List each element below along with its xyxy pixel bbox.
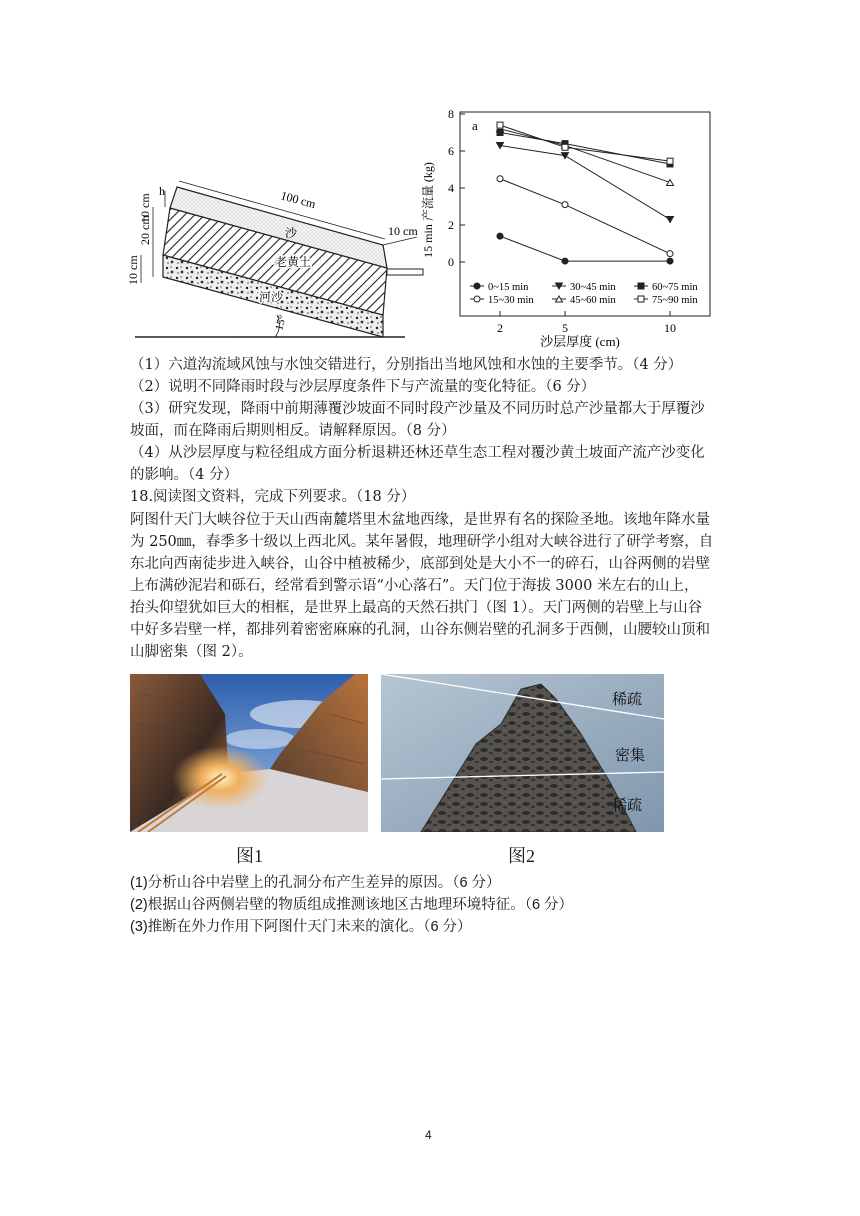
y-tick-label: 0	[448, 255, 454, 269]
data-point	[667, 216, 674, 222]
page-number: 4	[425, 1128, 432, 1142]
fig2-label-dense: 密集	[615, 748, 646, 764]
chart-panel-label: a	[472, 118, 478, 133]
legend-marker	[474, 296, 480, 302]
legend-label: 60~75 min	[652, 282, 698, 293]
x-tick-label: 2	[497, 321, 503, 335]
data-point	[667, 179, 674, 185]
legend-marker	[638, 296, 644, 302]
series-line	[500, 236, 670, 261]
data-point	[562, 258, 568, 264]
label-h: h	[159, 184, 165, 198]
legend-item	[552, 295, 616, 306]
legend-item	[552, 282, 616, 293]
series-line	[500, 125, 670, 161]
q17-sub4-line2: 的影响。（4 分）	[130, 467, 239, 483]
data-point	[667, 251, 673, 257]
fig2-label-sparse-top: 稀疏	[612, 692, 643, 708]
label-left-10b: 10 cm	[126, 255, 140, 285]
fig2-label-sparse-bottom: 稀疏	[612, 798, 643, 814]
y-tick-label: 2	[448, 218, 454, 232]
label-angle: 15°	[273, 313, 289, 332]
legend-label: 15~30 min	[488, 295, 534, 306]
legend-item	[634, 282, 698, 293]
chart-series-3	[497, 126, 674, 186]
y-tick-label: 8	[448, 107, 454, 121]
label-left-10: 10 cm	[138, 193, 152, 223]
legend-item	[470, 295, 534, 306]
passage-line: 抬头仰望犹如巨大的相框，是世界上最高的天然石拱门（图 1）。天门两侧的岩壁上与山谷	[130, 600, 703, 616]
legend-label: 0~15 min	[488, 282, 529, 293]
y-tick-label: 6	[448, 144, 454, 158]
q18-passage	[130, 509, 730, 663]
label-river-sand: 河沙	[259, 290, 284, 304]
q17-sub3-line1: （3）研究发现，降雨中前期薄覆沙坡面不同时段产沙量及不同历时总产沙量都大于厚覆沙	[130, 401, 705, 417]
chart-y-label: 15 min 产流量 (kg)	[421, 162, 435, 258]
q18-sub2: (2)根据山谷两侧岩壁的物质组成推测该地区古地理环境特征。（6 分）	[130, 897, 574, 913]
data-point	[497, 176, 503, 182]
data-point	[497, 122, 503, 128]
series-line	[500, 179, 670, 254]
series-line	[500, 145, 670, 219]
q18-sub1: (1)分析山谷中岩壁上的孔洞分布产生差异的原因。（6 分）	[130, 875, 501, 891]
passage-line: 阿图什天门大峡谷位于天山西南麓塔里木盆地西缘，是世界有名的探险圣地。该地年降水量	[130, 512, 710, 528]
legend-item	[470, 282, 529, 293]
label-loess: 老黄土	[275, 255, 312, 269]
chart-series-5	[497, 122, 673, 164]
legend-label: 75~90 min	[652, 295, 698, 306]
q17-sub4-line1: （4）从沙层厚度与粒径组成方面分析退耕还林还草生态工程对覆沙黄土坡面产流产沙变化	[130, 445, 705, 461]
figure-2-photo	[381, 674, 664, 832]
passage-line: 山脚密集（图 2）。	[130, 644, 253, 660]
legend-marker	[474, 283, 480, 289]
legend-label: 30~45 min	[570, 282, 616, 293]
figure-1-caption: 图1	[236, 846, 263, 866]
runoff-line-chart	[420, 100, 720, 350]
q17-sub2: （2）说明不同降雨时段与沙层厚度条件下与产流量的变化特征。（6 分）	[130, 379, 596, 395]
y-tick-label: 4	[448, 181, 454, 195]
label-right-length: 10 cm	[388, 224, 418, 238]
label-sand: 沙	[285, 226, 298, 240]
passage-line: 东北向西南徒步进入峡谷，山谷中植被稀少，底部到处是大小不一的碎石，山谷两侧的岩壁	[130, 556, 710, 572]
passage-line: 上布满砂泥岩和砾石，经常看到警示语“小心落石”。天门位于海拔 3000 米左右的山上，	[130, 578, 699, 594]
label-left-20: 20 cm	[138, 215, 152, 245]
chart-series-2	[497, 142, 674, 222]
figure-1-photo	[130, 674, 368, 832]
label-top-length: 100 cm	[279, 188, 318, 212]
data-point	[562, 144, 568, 150]
legend-label: 45~60 min	[570, 295, 616, 306]
legend-item	[634, 295, 698, 306]
chart-series-0	[497, 233, 673, 264]
q17-sub3-line2: 坡面，而在降雨后期则相反。请解释原因。（8 分）	[130, 423, 456, 439]
x-tick-label: 5	[562, 321, 568, 335]
chart-series-1	[497, 176, 673, 257]
passage-line: 中好多岩壁一样，都排列着密密麻麻的孔洞，山谷东侧岩壁的孔洞多于西侧，山腰较山顶和	[130, 622, 710, 638]
figure-2-caption: 图2	[508, 846, 535, 866]
q18-sub3: (3)推断在外力作用下阿图什天门未来的演化。（6 分）	[130, 919, 472, 935]
data-point	[562, 202, 568, 208]
q17-sub1: （1）六道沟流域风蚀与水蚀交错进行，分别指出当地风蚀和水蚀的主要季节。（4 分）	[130, 357, 683, 373]
outlet-pipe	[387, 269, 423, 275]
data-point	[497, 130, 503, 136]
data-point	[667, 158, 673, 164]
passage-line: 为 250㎜，春季多十级以上西北风。某年暑假，地理研学小组对大峡谷进行了研学考察，自	[130, 534, 714, 550]
data-point	[667, 258, 673, 264]
chart-x-label: 沙层厚度 (cm)	[540, 334, 620, 349]
x-tick-label: 10	[664, 321, 676, 335]
legend-marker	[638, 283, 644, 289]
q18-title: 18.阅读图文资料，完成下列要求。（18 分）	[130, 489, 416, 505]
series-line	[500, 133, 670, 164]
data-point	[497, 233, 503, 239]
slope-experiment-diagram	[125, 165, 435, 345]
